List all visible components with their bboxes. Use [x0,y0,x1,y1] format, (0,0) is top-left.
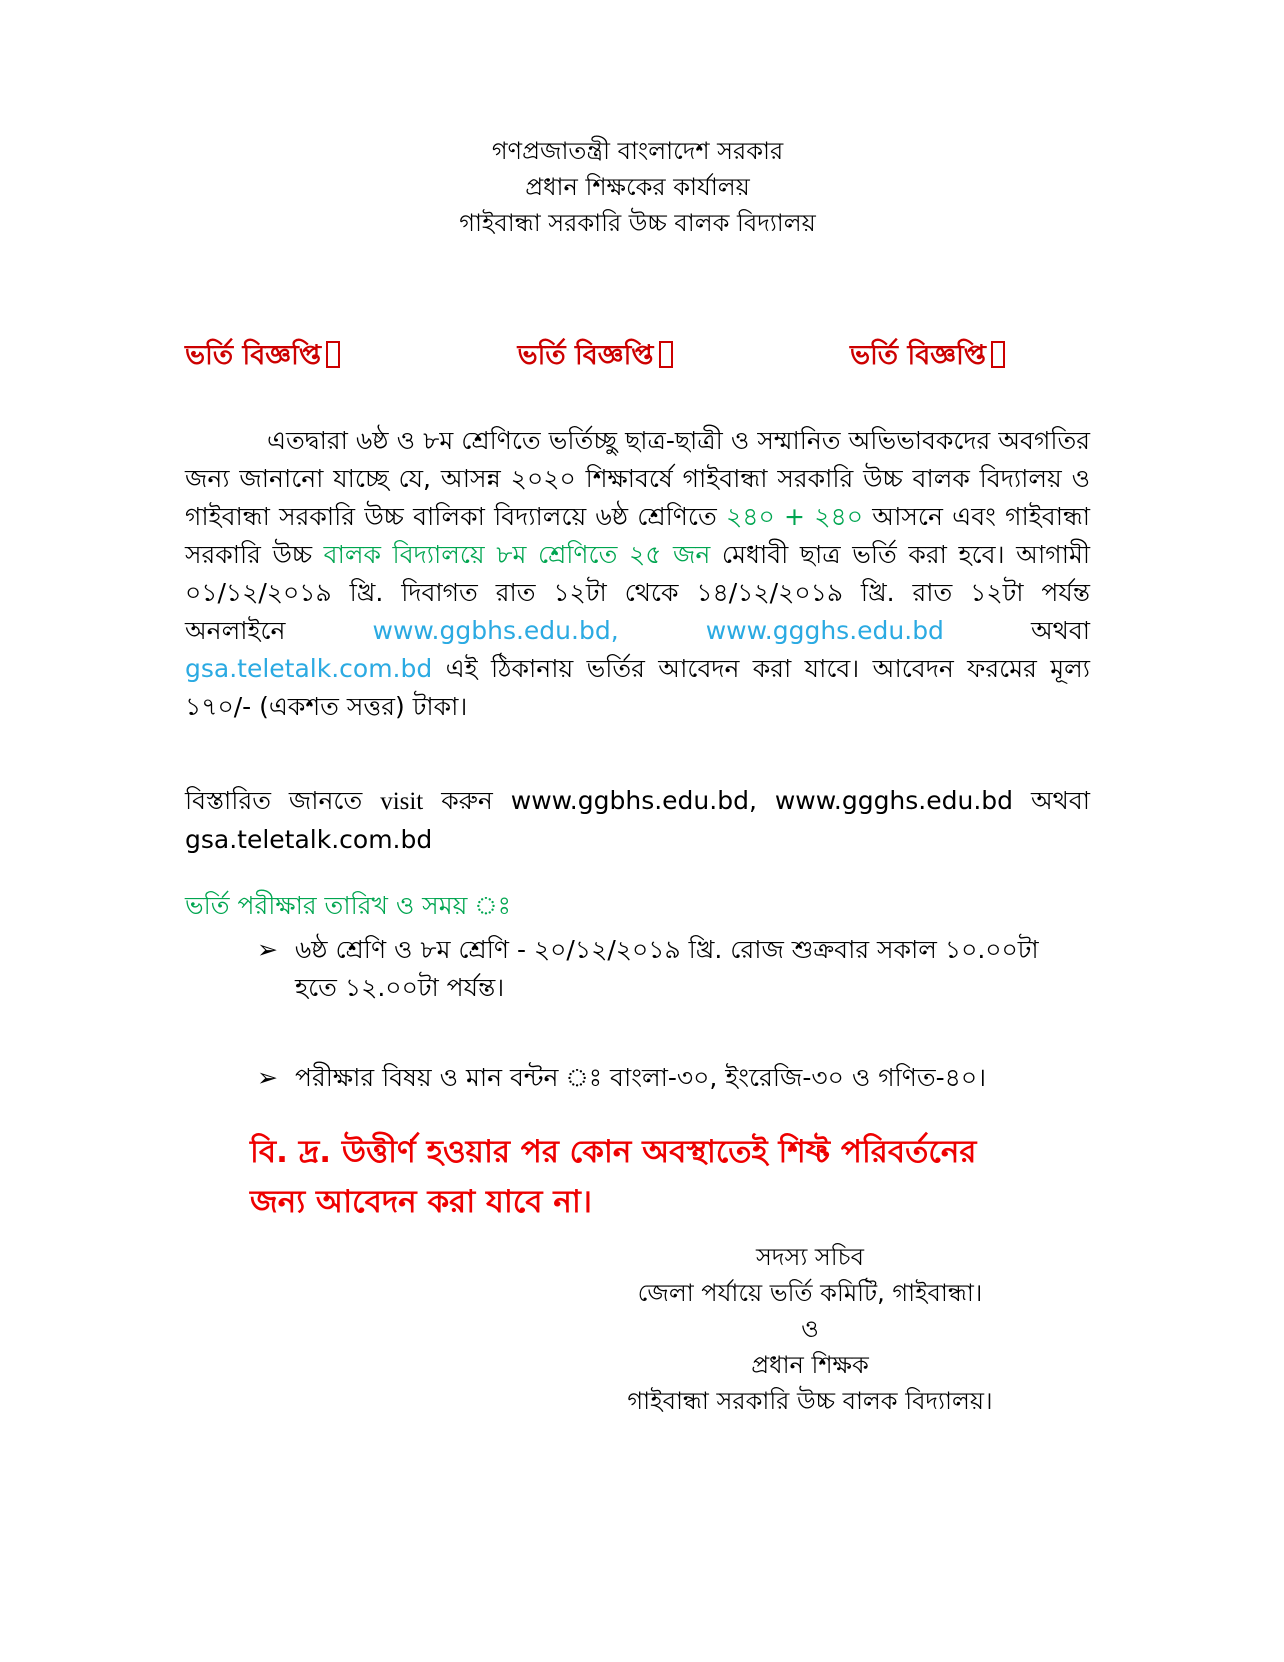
link-ggghs[interactable]: www.ggghs.edu.bd [705,616,944,645]
body-text: অথবা [943,616,1091,645]
link-ggbhs[interactable]: www.ggbhs.edu.bd, [372,616,619,645]
missing-glyph-box [326,341,340,368]
notice-title-3 [850,336,1005,376]
notice-title-text: ভর্তি বিজ্ঞপ্তি [849,340,986,371]
body-text: মেধাবী ছাত্র ভর্তি করা হবে। আগামী ০১/১২/২০১৯ খ্রি. দিবাগত রাত ১২টা থেকে ১৪/১২/২০১৯ খ্রি. রাত ১২টা পর্যন্ত অনলাইনে [185,540,1090,645]
school-name: গাইবান্ধা সরকারি উচ্চ বালক বিদ্যালয় [459,209,816,237]
list-item [257,1059,1090,1097]
office-name: প্রধান শিক্ষকের কার্যালয় [525,173,750,201]
list-item [257,931,1090,1007]
body-text: এই ঠিকানায় ভর্তির আবেদন করা যাবে। আবেদন ফরমের মূল্য ১৭০/- (একশত সত্তর) টাকা। [185,654,1090,721]
notice-title-1 [185,336,340,376]
signatory-committee: জেলা পর্যায়ে ভর্তি কমিটি, গাইবান্ধা। [637,1279,983,1307]
missing-glyph-box [659,341,673,368]
notice-title-2 [517,336,672,376]
nb-note: বি. দ্র. উত্তীর্ণ হওয়ার পর কোন অবস্থাতেই শিফ্ট পরিবর্তনের জন্য আবেদন করা যাবে না। [250,1134,977,1220]
visit-text: অথবা [1013,786,1090,815]
seats-240-highlight: ২৪০ + ২৪০ [725,502,863,531]
visit-text: বিস্তারিত জানতে [185,786,381,815]
visit-paragraph [185,782,1090,859]
exam-schedule-heading: ভর্তি পরীক্ষার তারিখ ও সময় ঃ [185,891,511,920]
link-teletalk[interactable]: gsa.teletalk.com.bd [185,654,433,683]
body-text: আসনে এবং গাইবান্ধা সরকারি উচ্চ [185,502,1091,569]
visit-url-teletalk: gsa.teletalk.com.bd [185,825,433,854]
class8-seats-highlight: বালক বিদ্যালয়ে ৮ম শ্রেণিতে ২৫ জন [323,540,711,569]
arrow-bullet-icon: ➢ [257,1063,278,1092]
visit-word: visit [380,788,424,815]
missing-glyph-box [991,341,1005,368]
signatory-school: গাইবান্ধা সরকারি উচ্চ বালক বিদ্যালয়। [627,1387,993,1415]
body-text: এতদ্বারা ৬ষ্ঠ ও ৮ম শ্রেণিতে ভর্তিচ্ছু ছাত্র-ছাত্রী ও সম্মানিত অভিভাবকদের অবগতির জন্য জানানো যাচ্ছে যে, আসন্ন ২০২০ শিক্ষাবর্ষে গাইবান্ধা সরকারি উচ্চ বালক বিদ্যালয় ও গাইবান্ধা সরকারি উচ্চ বালিকা বিদ্যালয়ে ৬ষ্ঠ শ্রেণিতে [185,426,1090,531]
visit-text: করুন [423,786,511,815]
letterhead [185,133,1090,241]
notice-title-text: ভর্তি বিজ্ঞপ্তি [517,340,654,371]
notice-title-text: ভর্তি বিজ্ঞপ্তি [185,340,322,371]
government-name: গণপ্রজাতন্ত্রী বাংলাদেশ সরকার [491,137,784,165]
visit-urls: www.ggbhs.edu.bd, www.ggghs.edu.bd [510,786,1014,815]
notice-title-row [185,336,1005,376]
exam-subjects-item: পরীক্ষার বিষয় ও মান বন্টন ঃ বাংলা-৩০, ইংরেজি-৩০ ও গণিত-৪০। [295,1063,987,1092]
exam-date-item: ৬ষ্ঠ শ্রেণি ও ৮ম শ্রেণি - ২০/১২/২০১৯ খ্রি. রোজ শুক্রবার সকাল ১০.০০টা হতে ১২.০০টা পর্যন্ত। [295,935,1039,1002]
signatory-title: সদস্য সচিব [756,1243,864,1271]
signature-block [560,1239,1060,1419]
body-text [619,616,706,645]
arrow-bullet-icon: ➢ [257,935,278,964]
exam-schedule-list [185,931,1090,1097]
signature-and: ও [801,1315,819,1343]
signatory-headmaster: প্রধান শিক্ষক [751,1351,869,1379]
body-paragraph [185,422,1090,726]
